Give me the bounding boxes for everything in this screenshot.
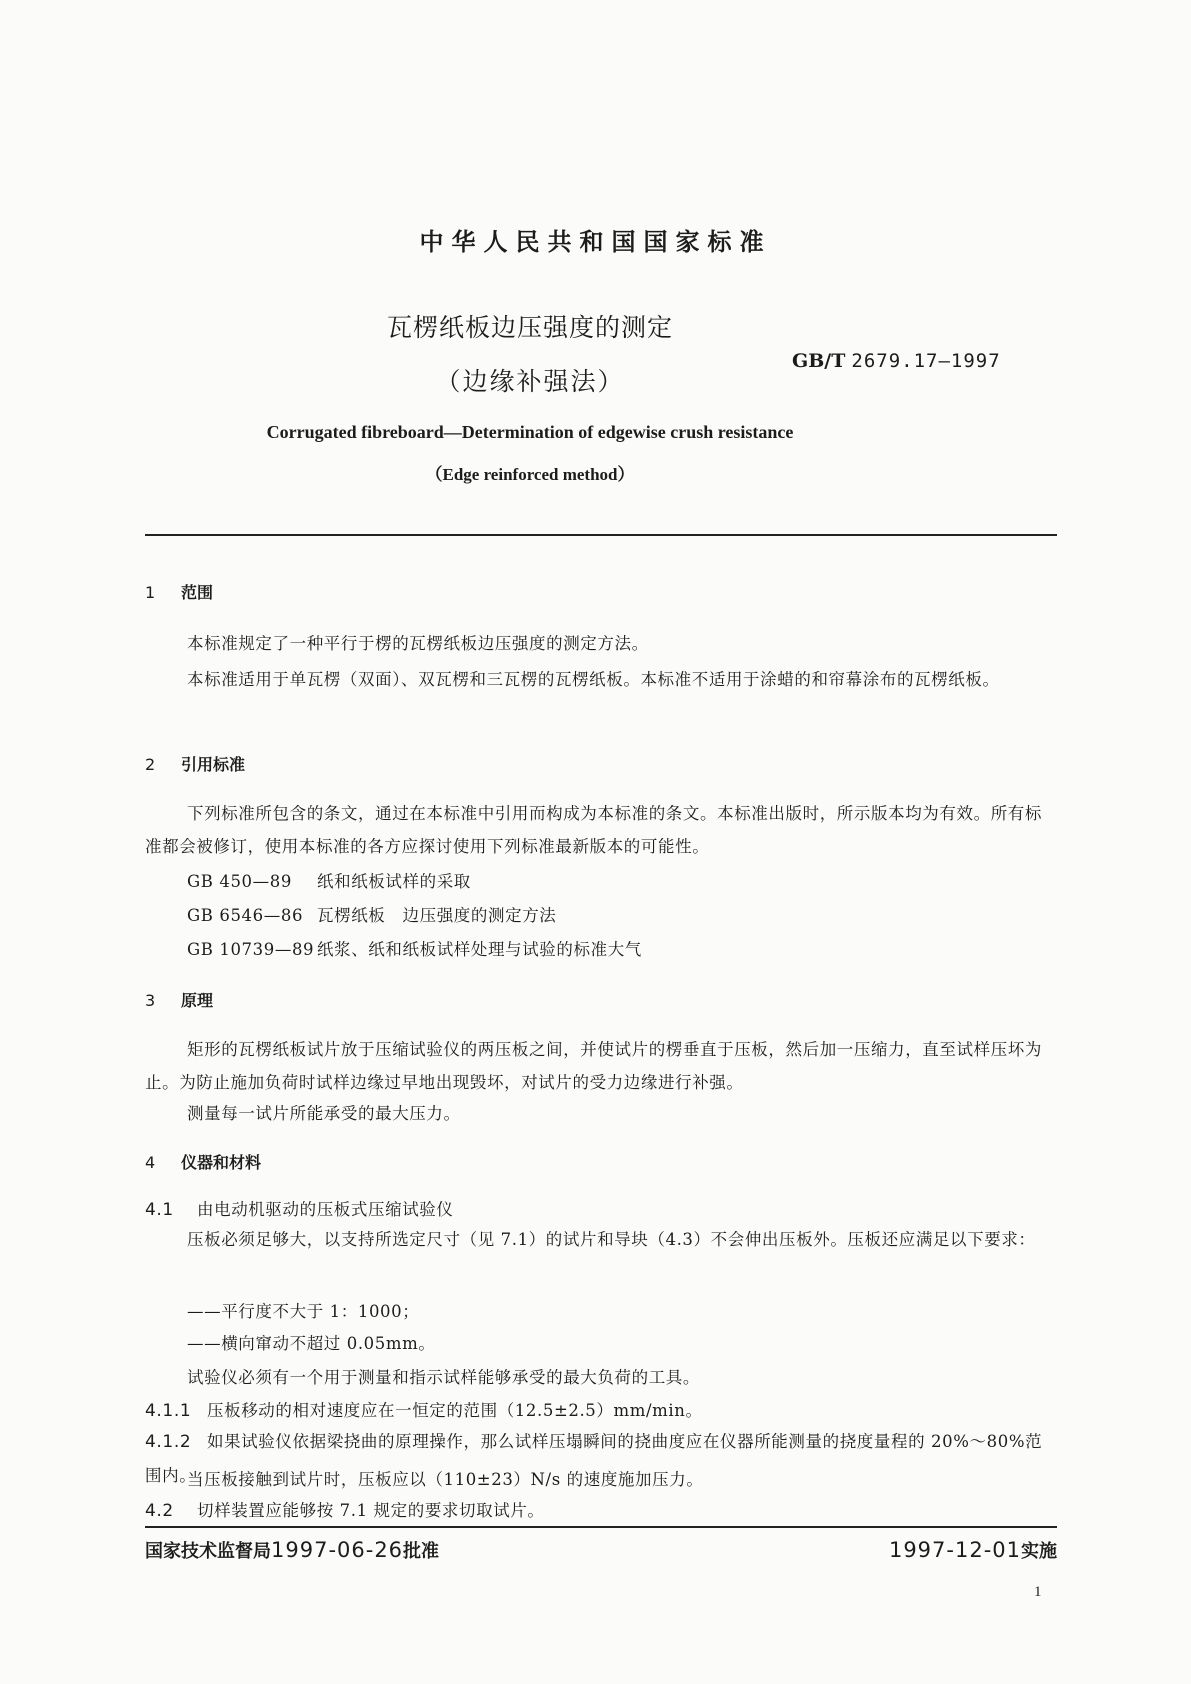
reference-code: GB 6546—86 <box>187 906 304 925</box>
effective-date: 1997-12-01 <box>888 1538 1021 1562</box>
reference-name: 纸和纸板试样的采取 <box>317 872 471 891</box>
document-title: 瓦楞纸板边压强度的测定 <box>386 313 673 342</box>
section-3-paragraph-2: 测量每一试片所能承受的最大压力。 <box>187 1104 461 1123</box>
page-number: 1 <box>1034 1584 1042 1600</box>
clause-4-1-paragraph-2: 试验仪必须有一个用于测量和指示试样能够承受的最大负荷的工具。 <box>187 1368 700 1387</box>
clause-4-1-2-paragraph-2: 当压板接触到试片时，压板应以（110±23）N/s 的速度施加压力。 <box>187 1470 704 1489</box>
section-1-paragraph-2: 本标准适用于单瓦楞（双面）、双瓦楞和三瓦楞的瓦楞纸板。本标准不适用于涂蜡的和帘幕涂布的瓦楞纸板。 <box>187 670 1000 689</box>
issuer: 国家技术监督局 <box>145 1541 271 1562</box>
section-number: 3 <box>145 991 156 1010</box>
section-number: 1 <box>145 583 156 602</box>
approve-label: 批准 <box>403 1541 440 1562</box>
section-title: 原理 <box>181 991 214 1010</box>
section-title: 范围 <box>181 583 214 602</box>
standard-number <box>792 350 1001 372</box>
section-2-paragraph: 下列标准所包含的条文，通过在本标准中引用而构成为本标准的条文。本标准出版时，所示版本均为有效。所有标准都会被修订，使用本标准的各方应探讨使用下列标准最新版本的可能性。 <box>145 804 1042 856</box>
reference-item <box>187 936 642 960</box>
section-3-heading <box>145 988 213 1011</box>
section-number: 4 <box>145 1153 156 1172</box>
section-title: 仪器和材料 <box>181 1153 262 1172</box>
standard-prefix: GB/T <box>792 350 846 372</box>
section-title: 引用标准 <box>181 755 246 774</box>
footer-divider <box>145 1526 1057 1528</box>
national-standard-heading: 中华人民共和国国家标准 <box>419 228 772 256</box>
clause-number: 4.1 <box>145 1200 174 1220</box>
clause-number: 4.2 <box>145 1501 174 1521</box>
section-3-paragraph-1: 矩形的瓦楞纸板试片放于压缩试验仪的两压板之间，并使试片的楞垂直于压板，然后加一压缩力，直至试样压坏为止。为防止施加负荷时试样边缘过早地出现毁坏，对试片的受力边缘进行补强。 <box>145 1040 1042 1092</box>
header-divider <box>145 534 1057 536</box>
section-2-heading <box>145 752 245 775</box>
requirement-dash-2: ——横向窜动不超过 0.05mm。 <box>187 1334 436 1353</box>
section-number: 2 <box>145 755 156 774</box>
clause-text: 如果试验仪依据梁挠曲的原理操作，那么试样压塌瞬间的挠曲度应在仪器所能测量的挠度量程的 20%～80%范围内。 <box>145 1432 1043 1485</box>
english-title: Corrugated fibreboard—Determination of edgewise crush resistance <box>266 422 794 442</box>
clause-number: 4.1.2 <box>145 1432 192 1452</box>
standard-digits: 2679.17—1997 <box>851 350 1001 372</box>
reference-item <box>187 868 471 892</box>
reference-name: 瓦楞纸板 边压强度的测定方法 <box>317 906 557 925</box>
document-subtitle: （边缘补强法） <box>435 367 625 396</box>
section-4-heading <box>145 1150 261 1173</box>
section-1-paragraph-1: 本标准规定了一种平行于楞的瓦楞纸板边压强度的测定方法。 <box>187 634 649 653</box>
clause-text: 压板移动的相对速度应在一恒定的范围（12.5±2.5）mm/min。 <box>207 1401 703 1420</box>
requirement-dash-1: ——平行度不大于 1：1000； <box>187 1302 420 1321</box>
reference-name: 纸浆、纸和纸板试样处理与试验的标准大气 <box>317 940 642 959</box>
clause-4-2 <box>145 1497 545 1521</box>
section-1-heading <box>145 580 213 603</box>
reference-item <box>187 902 556 926</box>
clause-4-1-paragraph-1: 压板必须足够大，以支持所选定尺寸（见 7.1）的试片和导块（4.3）不会伸出压板外。压板还应满足以下要求： <box>187 1230 1036 1249</box>
clause-4-1 <box>145 1196 454 1220</box>
effective-statement <box>880 1537 1057 1563</box>
clause-text: 切样装置应能够按 7.1 规定的要求切取试片。 <box>197 1501 545 1520</box>
clause-number: 4.1.1 <box>145 1401 192 1421</box>
clause-title: 由电动机驱动的压板式压缩试验仪 <box>197 1200 454 1219</box>
effective-label: 实施 <box>1021 1541 1057 1562</box>
reference-code: GB 10739—89 <box>187 940 315 959</box>
reference-code: GB 450—89 <box>187 872 292 891</box>
approve-date: 1997-06-26 <box>271 1538 404 1562</box>
approval-statement <box>145 1537 439 1563</box>
clause-4-1-1 <box>145 1397 703 1421</box>
english-subtitle: （Edge reinforced method） <box>425 465 635 484</box>
